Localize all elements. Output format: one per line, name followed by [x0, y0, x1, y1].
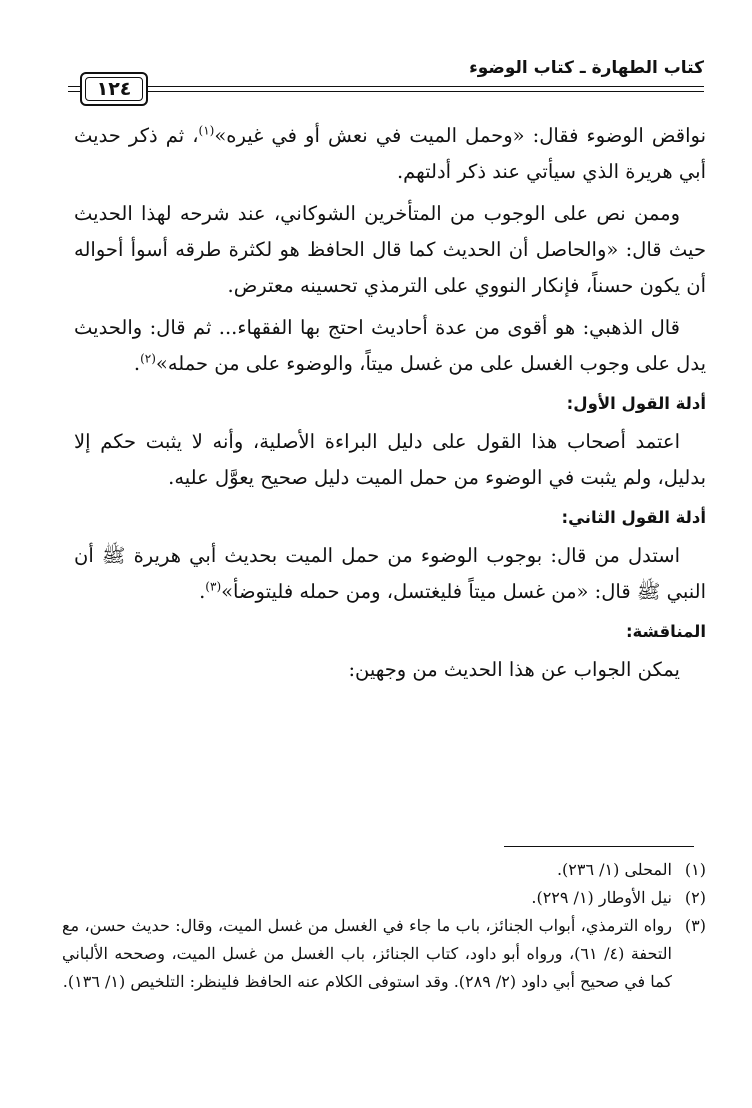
- header-rule-bottom: [68, 91, 704, 92]
- main-text: [74, 118, 706, 694]
- footnote-3: [62, 912, 706, 996]
- footnote-ref-2: (٢): [140, 351, 156, 366]
- footnote-number: (٣): [684, 916, 706, 935]
- footnote-ref-1: (١): [198, 123, 215, 138]
- paragraph-4: اعتمد أصحاب هذا القول على دليل البراءة الأصلية، وأنه لا يثبت حكم إلا بدليل، ولم يثبت في الوضوء من حمل الميت دليل صحيح يعوَّل عليه.: [74, 430, 706, 489]
- footnote-1: [62, 856, 706, 884]
- heading-first-opinion-evidence: أدلة القول الأول:: [566, 394, 706, 413]
- paragraph-3-tail: .: [133, 352, 141, 375]
- paragraph-5: [74, 538, 706, 610]
- footnote-text: رواه الترمذي، أبواب الجنائز، باب ما جاء في الغسل من غسل الميت، وقال: حديث حسن، مع التحفة (٤/ ٦١)، ورواه أبو داود، كتاب الجنائز، باب الغسل من غسل الميت، وصححه الألباني كما في صحيح أبي داود (٢/ ٢٨٩). وقد استوفى الكلام عنه الحافظ فلينظر: التلخيص (١/ ١٣٦).: [62, 916, 672, 991]
- paragraph-1-tail: ، ثم ذكر حديث أبي هريرة الذي سيأتي عند ذكر أدلتهم.: [74, 124, 706, 183]
- paragraph-5-tail: .: [199, 580, 206, 603]
- heading-discussion: المناقشة:: [625, 622, 706, 641]
- page-header: [68, 58, 704, 108]
- footnote-ref-3: (٣): [205, 579, 222, 594]
- footnote-number: (٢): [684, 888, 706, 907]
- paragraph-3: [74, 310, 706, 382]
- footnote-2: [62, 884, 706, 912]
- page-number-box: [80, 72, 148, 106]
- header-rule-top: [68, 86, 704, 87]
- footnote-number: (١): [684, 860, 706, 879]
- paragraph-1: [74, 118, 706, 190]
- footnotes: [62, 856, 706, 996]
- paragraph-6: يمكن الجواب عن هذا الحديث من وجهين:: [348, 658, 680, 681]
- footnote-separator: [504, 846, 694, 847]
- running-title: كتاب الطهارة ـ كتاب الوضوء: [469, 58, 704, 78]
- paragraph-3-text: قال الذهبي: هو أقوى من عدة أحاديث احتج بها الفقهاء... ثم قال: والحديث يدل على وجوب الغسل على من غسل ميتاً، والوضوء على من حمله»: [74, 316, 706, 375]
- paragraph-5-text: استدل من قال: بوجوب الوضوء من حمل الميت بحديث أبي هريرة ﷺ أن النبي ﷺ قال: «من غسل ميتاً فليغتسل، ومن حمله فليتوضأ»: [74, 544, 706, 603]
- page-number: ١٢٤: [96, 78, 132, 100]
- paragraph-2: وممن نص على الوجوب من المتأخرين الشوكاني، عند شرحه لهذا الحديث حيث قال: «والحاصل أن الحديث كما قال الحافظ هو لكثرة طرقه أسوأ أحواله أن يكون حسناً، فإنكار النووي على الترمذي تحسينه معترض.: [74, 202, 706, 297]
- paragraph-1-text: نواقض الوضوء فقال: «وحمل الميت في نعش أو في غيره»: [214, 124, 706, 147]
- heading-second-opinion-evidence: أدلة القول الثاني:: [561, 508, 706, 527]
- footnote-text: نيل الأوطار (١/ ٢٢٩).: [531, 888, 672, 907]
- footnote-text: المحلى (١/ ٢٣٦).: [556, 860, 672, 879]
